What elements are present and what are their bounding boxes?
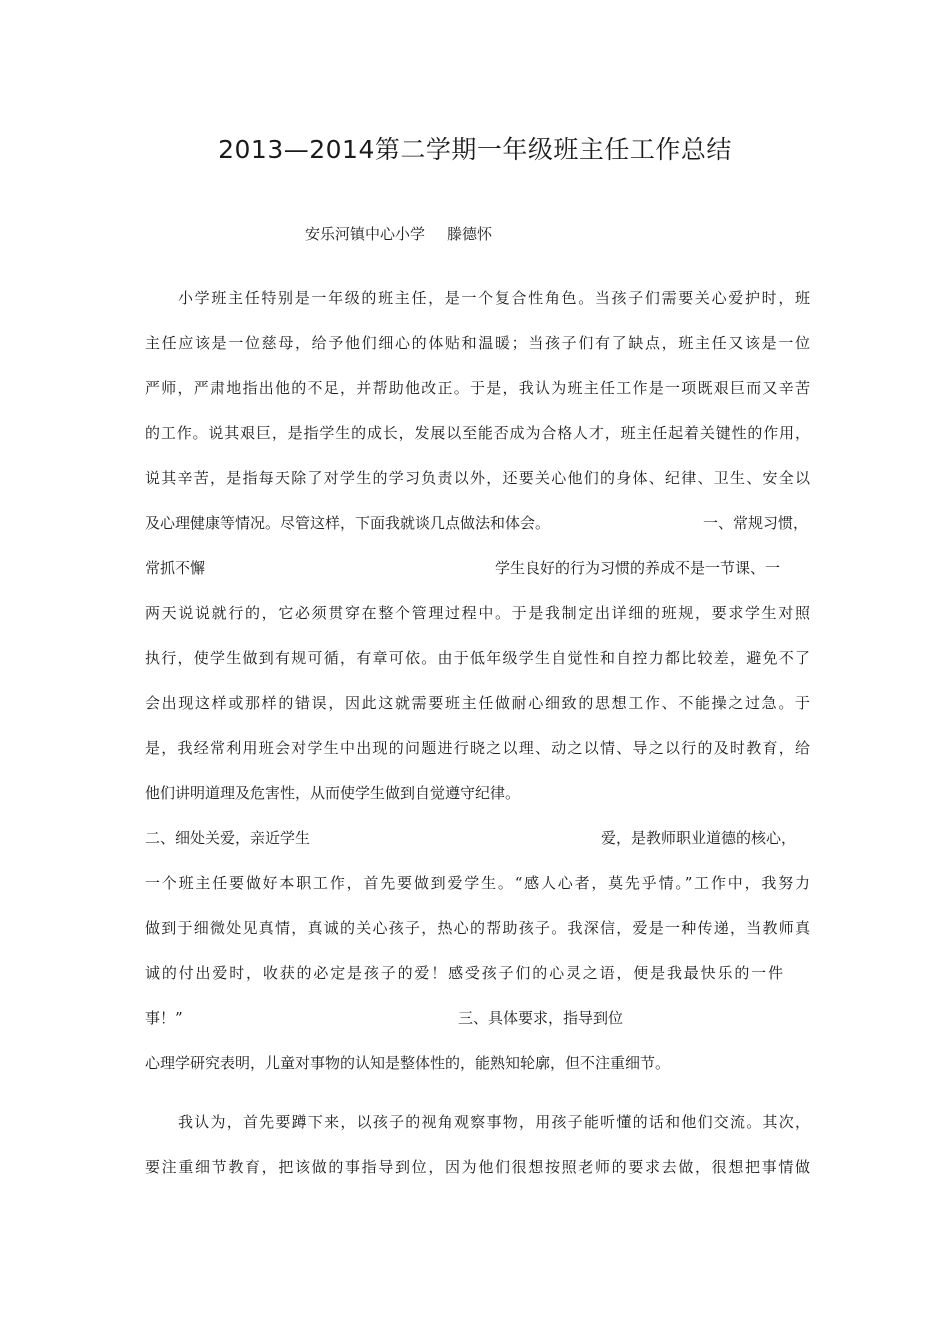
school-name: 安乐河镇中心小学 — [305, 225, 426, 243]
section-heading-1-start: 一、常规习惯， — [703, 514, 809, 532]
paragraph-line-18: 心理学研究表明，儿童对事物的认知是整体性的，能熟知轮廓，但不注重细节。 — [145, 1054, 671, 1072]
author-name: 滕德怀 — [447, 225, 493, 243]
paragraph-line-10: 会出现这样或那样的错误，因此这就需要班主任做耐心细致的思想工作、不能操之过急。于 — [145, 694, 810, 712]
paragraph-line-4: 的工作。说其艰巨，是指学生的成长，发展以至能否成为合格人才，班主任起着关键性的作用， — [145, 424, 810, 442]
paragraph-line-20: 要注重细节教育，把该做的事指导到位，因为他们很想按照老师的要求去做，很想把事情做 — [145, 1158, 810, 1176]
paragraph-line-16: 诚的付出爱时，收获的必定是孩子的爱！感受孩子们的心灵之语，便是我最快乐的一件 — [145, 964, 783, 982]
paragraph-line-14: 一个班主任要做好本职工作，首先要做到爱学生。“感人心者，莫先乎情。”工作中，我努力 — [145, 874, 810, 892]
author-line — [305, 222, 492, 246]
paragraph-line-17a: 事！” — [145, 1009, 183, 1027]
paragraph-line-1: 小学班主任特别是一年级的班主任，是一个复合性角色。当孩子们需要关心爱护时，班 — [178, 289, 810, 307]
paragraph-line-13b: 爱，是教师职业道德的核心， — [601, 829, 797, 847]
paragraph-line-8: 两天说说就行的，它必须贯穿在整个管理过程中。于是我制定出详细的班规，要求学生对照 — [145, 604, 810, 622]
section-heading-1-end: 常抓不懈 — [145, 559, 206, 577]
paragraph-line-19: 我认为，首先要蹲下来，以孩子的视角观察事物，用孩子能听懂的话和他们交流。其次， — [178, 1113, 810, 1131]
paragraph-line-3: 严师，严肃地指出他的不足，并帮助他改正。于是，我认为班主任工作是一项既艰巨而又辛苦 — [145, 379, 810, 397]
section-heading-2: 二、细处关爱，亲近学生 — [145, 829, 311, 847]
paragraph-line-12: 他们讲明道理及危害性，从而使学生做到自觉遵守纪律。 — [145, 784, 521, 802]
paragraph-line-6a: 及心理健康等情况。尽管这样，下面我就谈几点做法和体会。 — [145, 514, 551, 532]
paragraph-line-9: 执行，使学生做到有规可循，有章可依。由于低年级学生自觉性和自控力都比较差，避免不了 — [145, 649, 810, 667]
paragraph-line-2: 主任应该是一位慈母，给予他们细心的体贴和温暖；当孩子们有了缺点，班主任又该是一位 — [145, 334, 810, 352]
paragraph-line-7b: 学生良好的行为习惯的养成不是一节课、一 — [495, 559, 781, 577]
paragraph-line-5: 说其辛苦，是指每天除了对学生的学习负责以外，还要关心他们的身体、纪律、卫生、安全以 — [145, 469, 810, 487]
paragraph-line-15: 做到于细微处见真情，真诚的关心孩子，热心的帮助孩子。我深信，爱是一种传递，当教师真 — [145, 919, 810, 937]
section-heading-3: 三、具体要求，指导到位 — [458, 1009, 624, 1027]
paragraph-line-11: 是，我经常利用班会对学生中出现的问题进行晓之以理、动之以情、导之以行的及时教育，给 — [145, 739, 810, 757]
document-title: 2013—2014第二学期一年级班主任工作总结 — [218, 135, 732, 164]
